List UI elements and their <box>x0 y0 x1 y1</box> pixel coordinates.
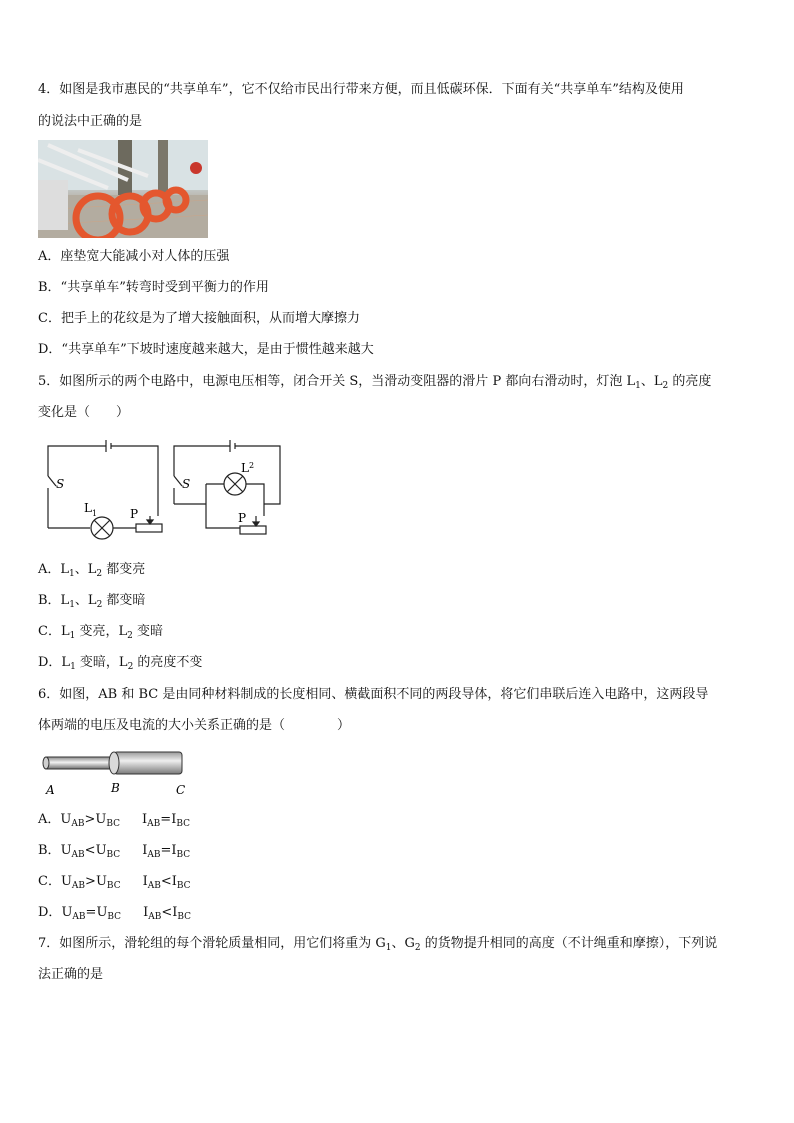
q4-stem-line1: 4．如图是我市惠民的“共享单车”，它不仅给市民出行带来方便，而且低碳环保．下面有关“共享单车”结构及使用 <box>38 82 684 97</box>
q5-c1-label-l1-sub: 1 <box>92 509 98 518</box>
q5-c1-label-p: P <box>130 507 139 521</box>
q5-c2-label-l2: L <box>241 461 249 475</box>
q7-stem-line2: 法正确的是 <box>38 967 104 982</box>
q5-c2-label-p: P <box>238 511 247 525</box>
q5-option-d: D．$L_1$ 变暗，$L_2$ 的亮度不变 <box>38 655 203 672</box>
q6-label-b: B <box>111 781 120 795</box>
q4-option-a: A．座垫宽大能减小对人体的压强 <box>38 249 230 264</box>
q5-stem-line1: 5．如图所示的两个电路中，电源电压相等，闭合开关 S，当滑动变阻器的滑片 P 都向右滑动时，灯泡 $L_1$、$L_2$ 的亮度 <box>38 374 712 391</box>
q6-stem-line2: 体两端的电压及电流的大小关系正确的是（ ） <box>38 718 351 733</box>
q5-c2-label-l2-sub: 2 <box>249 461 255 470</box>
q4-option-c: C．把手上的花纹是为了增大接触面积，从而增大摩擦力 <box>38 311 360 326</box>
q6-option-a: A．$U_{AB}>U_{BC}$ $I_{AB}=I_{BC}$ <box>38 812 191 829</box>
q5-circuits-svg <box>38 436 288 544</box>
q6-option-b: B．$U_{AB}<U_{BC}$ $I_{AB}=I_{BC}$ <box>38 843 191 860</box>
q6-option-d: D．$U_{AB}=U_{BC}$ $I_{AB}<I_{BC}$ <box>38 905 192 922</box>
q5-c1-label-l1: L <box>84 501 92 515</box>
q7-stem-line1: 7．如图所示，滑轮组的每个滑轮质量相同，用它们将重为 $G_1$、$G_2$ 的货物提升相同的高度（不计绳重和摩擦），下列说 <box>38 936 718 953</box>
q4-option-d: D．“共享单车”下坡时速度越来越大，是由于惯性越来越大 <box>38 342 374 357</box>
q6-conductor-svg <box>38 748 198 800</box>
shared-bike-photo <box>38 140 208 238</box>
q5-c1-label-s: S <box>56 477 65 491</box>
shared-bike-photo-drawing <box>38 140 208 238</box>
q6-stem-line1: 6．如图，AB 和 BC 是由同种材料制成的长度相同、横截面积不同的两段导体，将它们串联后连入电路中，这两段导 <box>38 687 709 702</box>
q5-stem-line2: 变化是（ ） <box>38 405 130 420</box>
q4-option-b: B．“共享单车”转弯时受到平衡力的作用 <box>38 280 269 295</box>
q5-circuit-figures <box>38 436 288 548</box>
q5-option-a: A．$L_1$、$L_2$ 都变亮 <box>38 562 146 579</box>
q6-label-a: A <box>46 783 55 797</box>
q6-label-c: C <box>176 783 186 797</box>
q5-option-c: C．$L_1$ 变亮，$L_2$ 变暗 <box>38 624 163 641</box>
q5-c2-label-s: S <box>182 477 191 491</box>
q6-conductor-figure <box>38 748 198 804</box>
q6-option-c: C．$U_{AB}>U_{BC}$ $I_{AB}<I_{BC}$ <box>38 874 191 891</box>
q5-option-b: B．$L_1$、$L_2$ 都变暗 <box>38 593 146 610</box>
q4-stem-line2: 的说法中正确的是 <box>38 114 143 129</box>
